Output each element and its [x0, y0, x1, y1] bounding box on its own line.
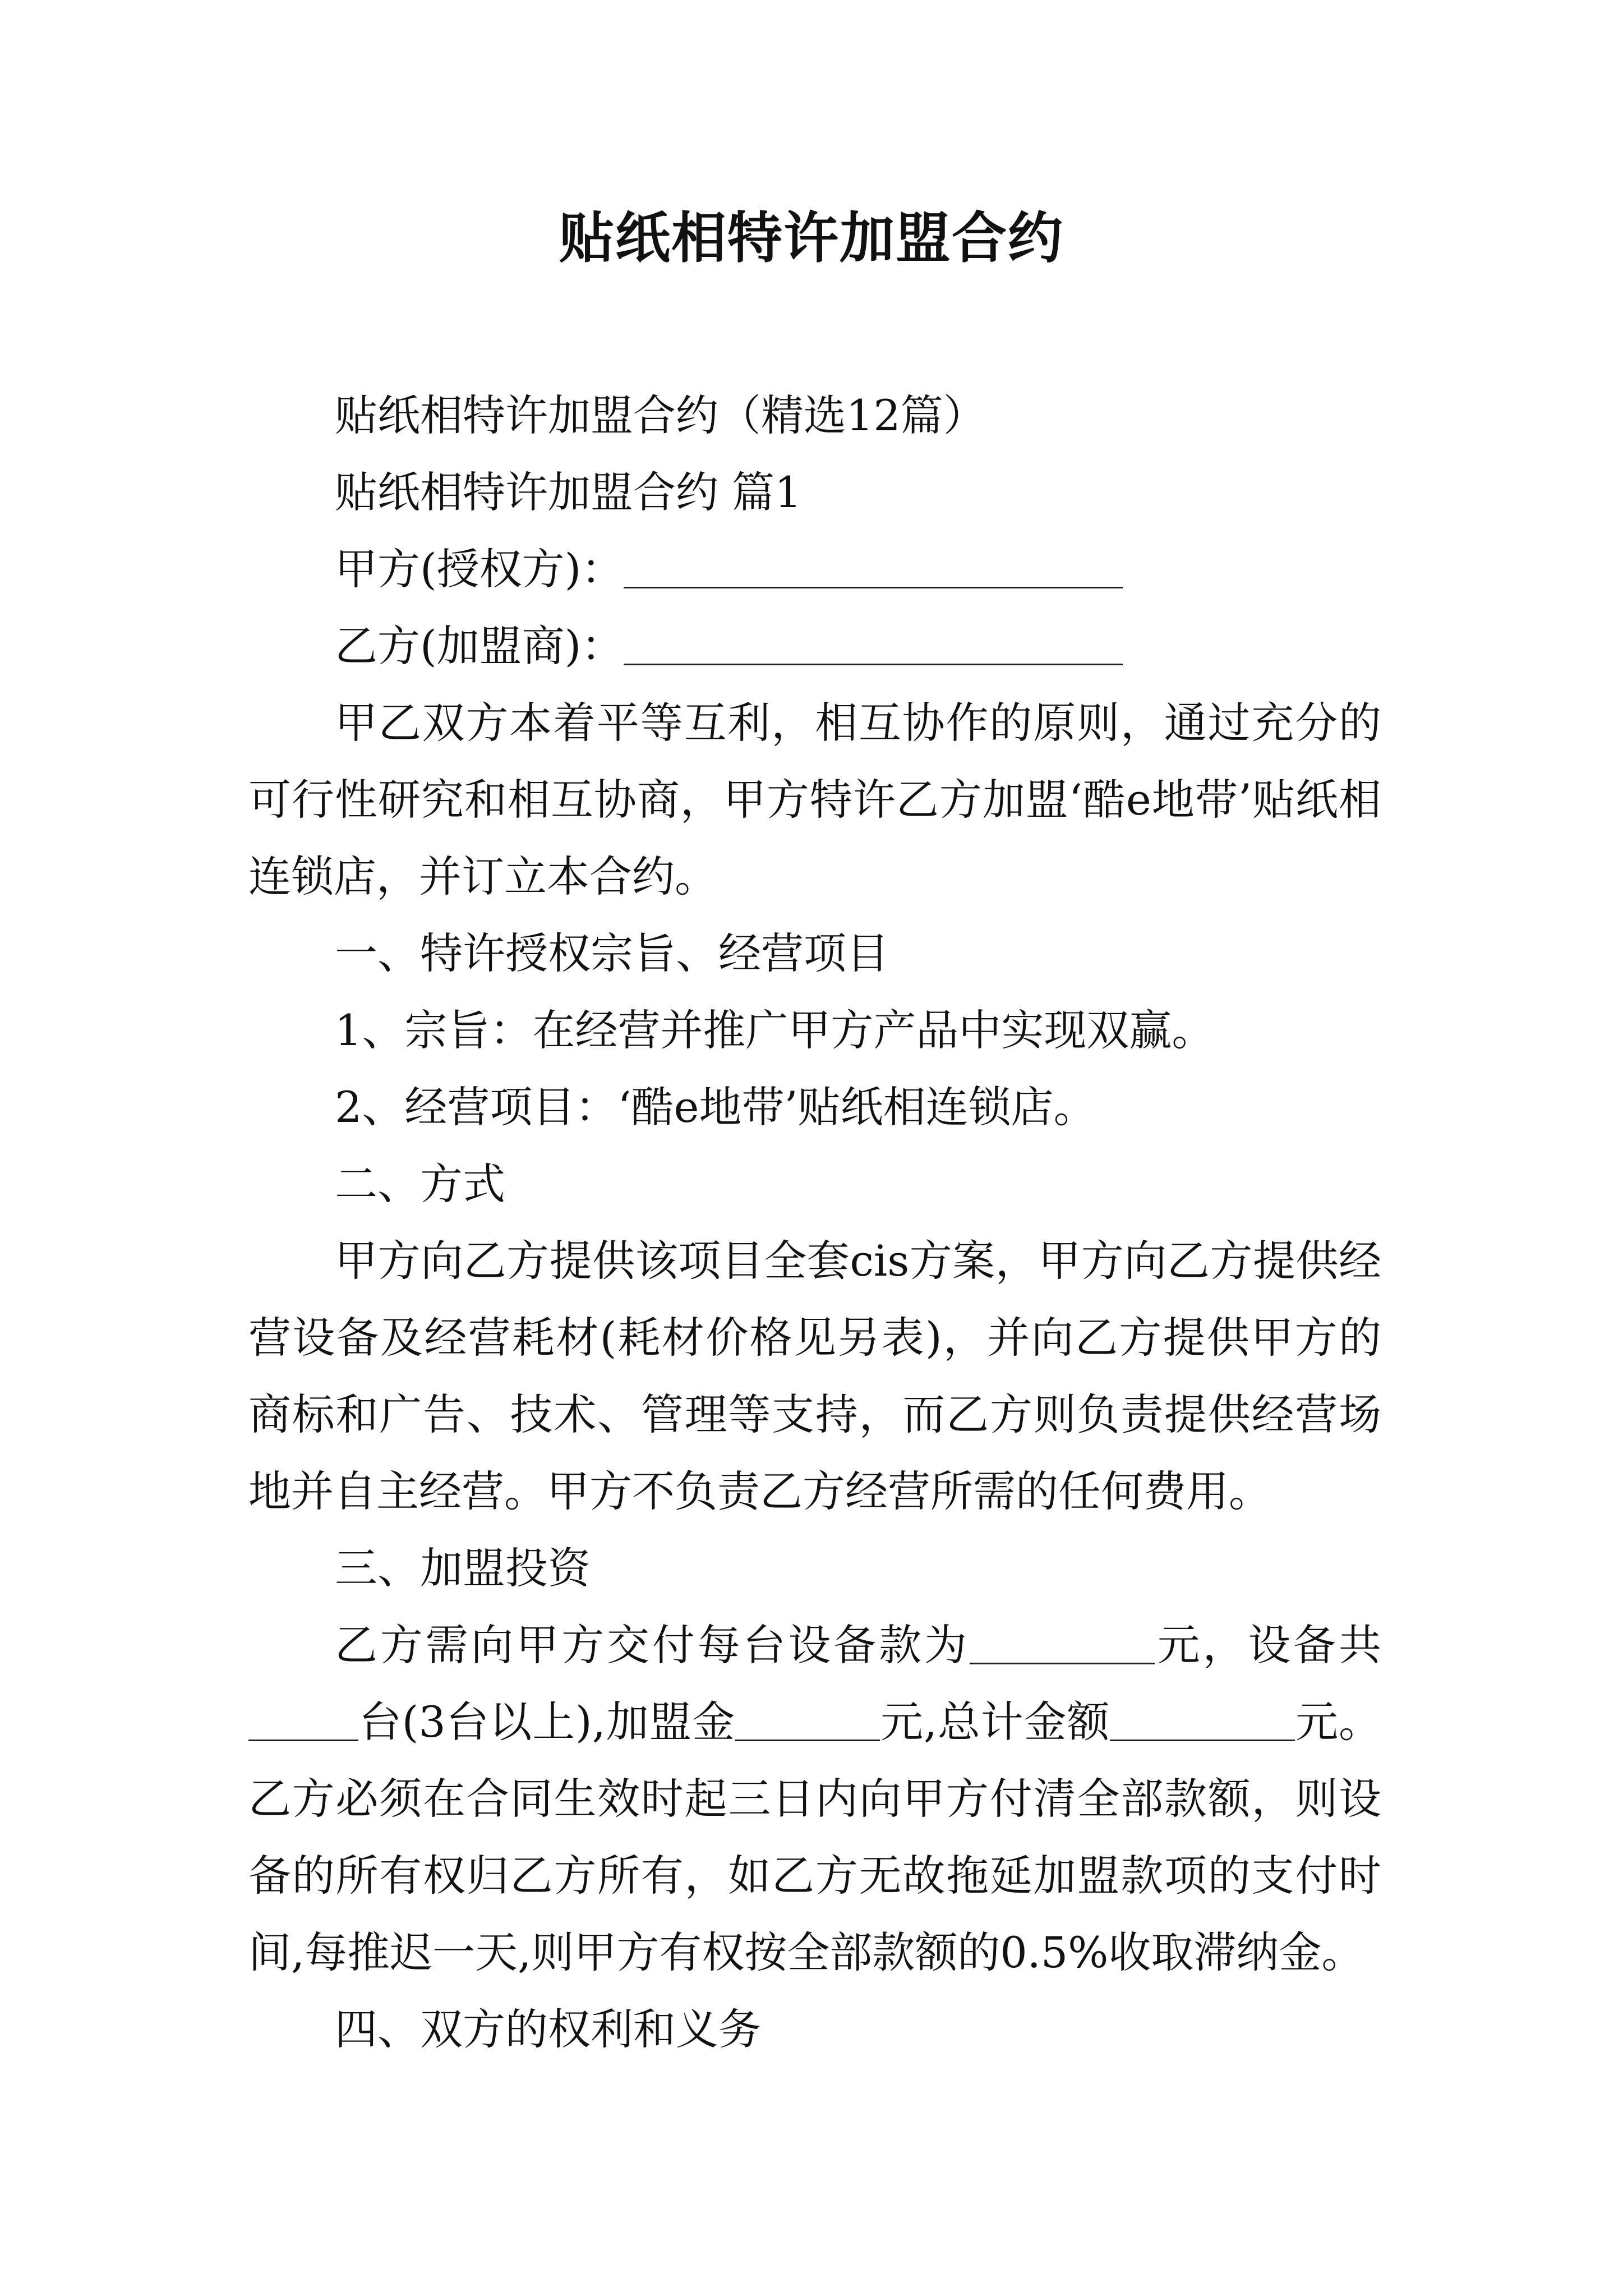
document-title: 贴纸相特许加盟合约 — [559, 206, 1064, 270]
franchise-fee-blank — [735, 1700, 880, 1741]
total-amount-blank — [1110, 1700, 1295, 1741]
party-a-blank — [624, 547, 1123, 588]
section-1-item-2: 2、经营项目：‘酷e地带’贴纸相连锁店。 — [335, 1082, 1096, 1132]
intro-paragraph: 甲乙双方本着平等互利，相互协作的原则，通过充分的可行性研究和相互协商，甲方特许乙方加盟‘酷e地带’贴纸相连锁店，并订立本合约。 — [248, 698, 1381, 901]
fee-text-d: 元,总计金额 — [880, 1697, 1110, 1747]
section-2-heading: 二、方式 — [335, 1159, 505, 1209]
party-b-label: 乙方(加盟商)： — [335, 621, 624, 671]
section-4-heading: 四、双方的权利和义务 — [335, 2004, 761, 2054]
subtitle-selection: 贴纸相特许加盟合约（精选12篇） — [335, 390, 986, 440]
section-3-heading: 三、加盟投资 — [335, 1543, 591, 1593]
section-2-paragraph: 甲方向乙方提供该项目全套cis方案，甲方向乙方提供经营设备及经营耗材(耗材价格见另表)，并向乙方提供甲方的商标和广告、技术、管理等支持，而乙方则负责提供经营场地并自主经营。甲方不负责乙方经营所需的任何费用。 — [248, 1236, 1381, 1516]
fee-text-e: 元。乙方必须在合同生效时起三日内向甲方付清全部款额，则设备的所有权归乙方所有，如乙方无故拖延加盟款项的支付时间,每推迟一天,则甲方有权按全部款额的0.5%收取滞纳金。 — [248, 1697, 1381, 1977]
party-a-label: 甲方(授权方)： — [335, 544, 624, 594]
subtitle-part-1: 贴纸相特许加盟合约 篇1 — [335, 467, 802, 517]
party-b-blank — [624, 624, 1123, 665]
party-a-line — [248, 531, 1381, 608]
section-1-item-1: 1、宗旨：在经营并推广甲方产品中实现双赢。 — [335, 1005, 1215, 1055]
fee-text-b: 元，设备共 — [1154, 1620, 1382, 1670]
device-price-blank — [970, 1623, 1155, 1664]
section-3-paragraph — [248, 1607, 1381, 1991]
device-count-blank — [248, 1700, 358, 1741]
fee-text-c: 台(3台以上),加盟金 — [358, 1697, 736, 1747]
party-b-line — [248, 608, 1381, 684]
section-1-heading: 一、特许授权宗旨、经营项目 — [335, 928, 889, 978]
fee-text-a: 乙方需向甲方交付每台设备款为 — [335, 1620, 970, 1670]
document-body — [248, 377, 1381, 2068]
